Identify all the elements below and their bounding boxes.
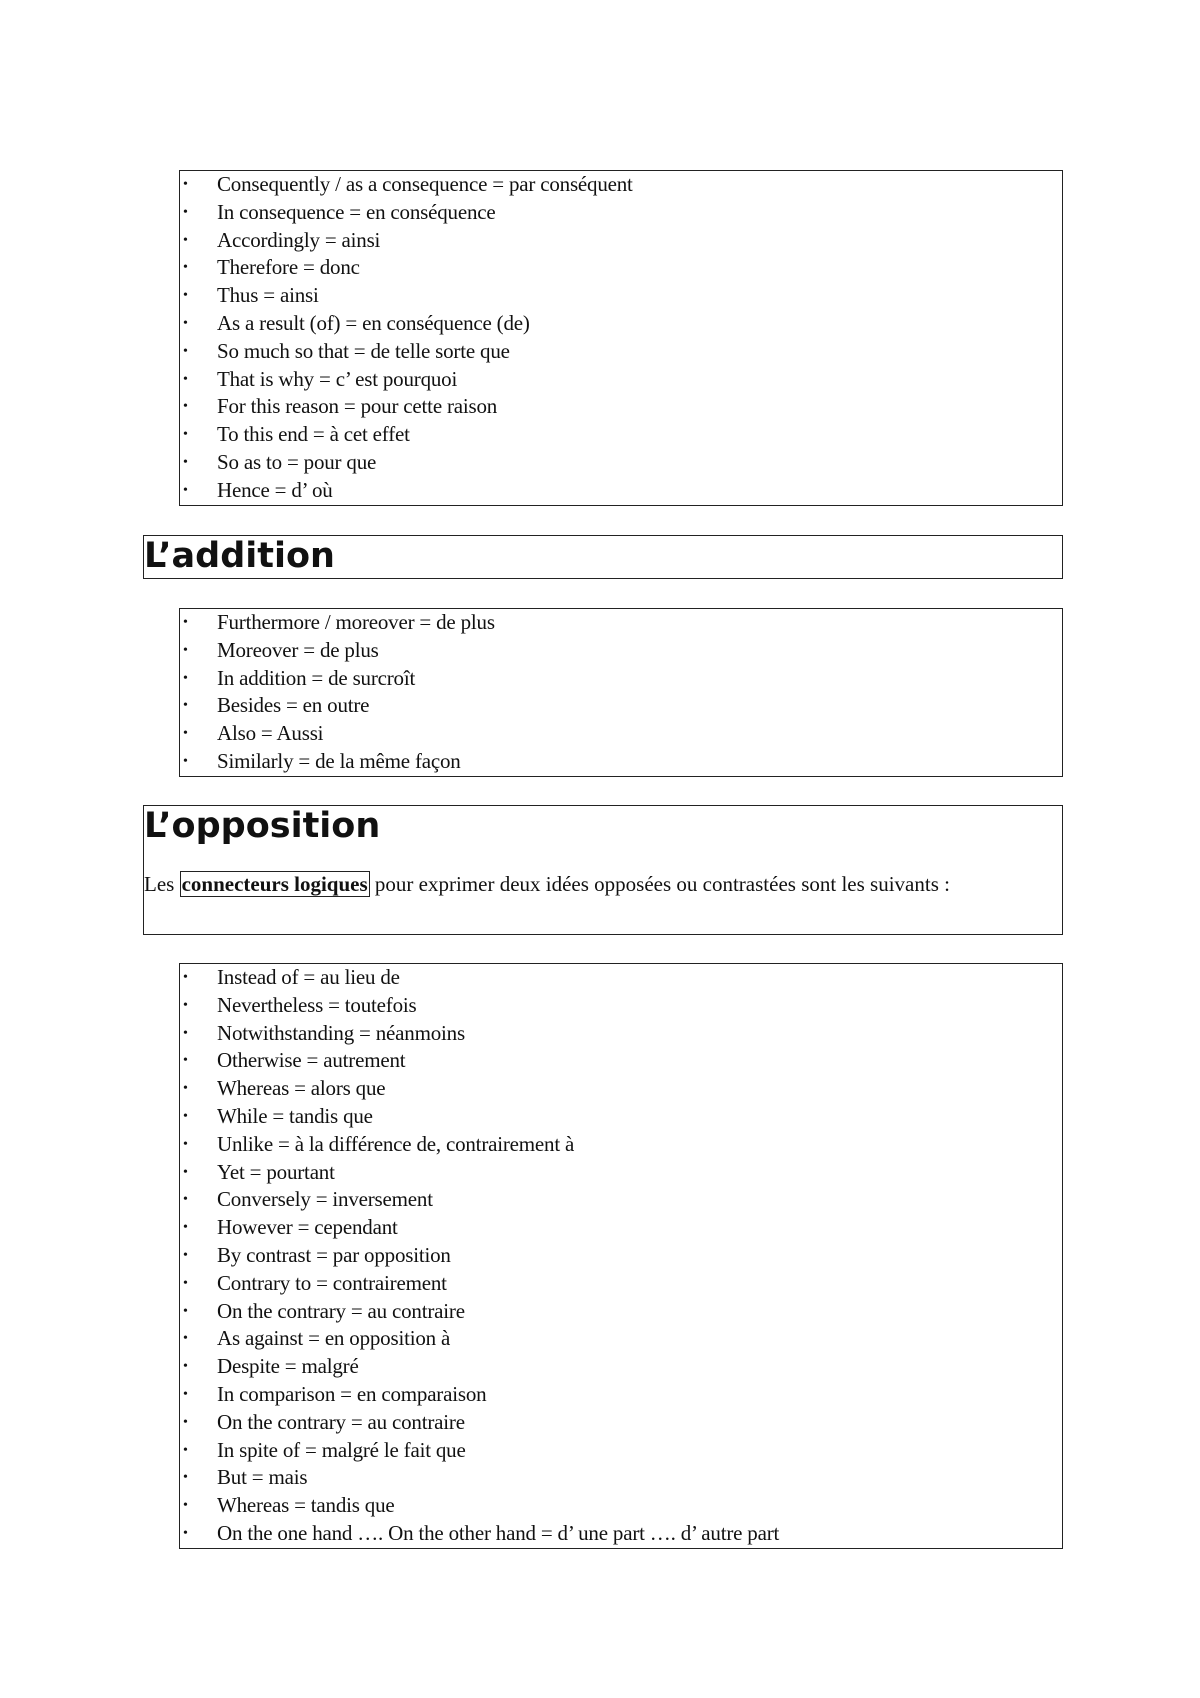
bullet-icon: • [183, 1414, 188, 1430]
bullet-icon: • [183, 726, 188, 742]
bullet-icon: • [183, 1303, 188, 1319]
bullet-icon: • [183, 1192, 188, 1208]
bullet-icon: • [183, 615, 188, 630]
consequence-list [179, 170, 1063, 506]
list-item: • On the contrary = au contraire [180, 1409, 1062, 1437]
keyword-connecteurs-logiques: connecteurs logiques [181, 872, 368, 896]
bullet-icon: • [183, 997, 188, 1013]
list-item: • Furthermore / moreover = de plus [180, 609, 1062, 637]
list-item: • To this end = à cet effet [180, 421, 1062, 449]
bullet-icon: • [183, 1025, 188, 1041]
list-item: • Accordingly = ainsi [180, 227, 1062, 255]
bullet-icon: • [183, 1386, 188, 1402]
list-item: • By contrast = par opposition [180, 1242, 1062, 1270]
list-item: • In comparison = en comparaison [180, 1381, 1062, 1409]
addition-heading-box [143, 535, 1063, 579]
list-item: • Therefore = donc [180, 254, 1062, 282]
section-heading-opposition: L’opposition [144, 806, 381, 846]
list-item: • Whereas = tandis que [180, 1492, 1062, 1520]
bullet-icon: • [183, 343, 188, 359]
list-item: • Hence = d’ où [180, 477, 1062, 505]
list-item: • Also = Aussi [180, 720, 1062, 748]
bullet-icon: • [183, 1247, 188, 1263]
bullet-icon: • [183, 1442, 188, 1458]
bullet-icon: • [183, 399, 188, 415]
bullet-icon: • [183, 970, 188, 985]
bullet-icon: • [183, 1331, 188, 1347]
list-item: • Despite = malgré [180, 1353, 1062, 1381]
list-item: • In spite of = malgré le fait que [180, 1437, 1062, 1465]
bullet-icon: • [183, 1136, 188, 1152]
bullet-icon: • [183, 204, 188, 220]
bullet-icon: • [183, 1275, 188, 1291]
list-item: • In consequence = en conséquence [180, 199, 1062, 227]
bullet-icon: • [183, 232, 188, 248]
list-item: • For this reason = pour cette raison [180, 393, 1062, 421]
list-item: • Contrary to = contrairement [180, 1270, 1062, 1298]
bullet-icon: • [183, 371, 188, 387]
bullet-icon: • [183, 670, 188, 686]
bullet-icon: • [183, 1164, 188, 1180]
addition-list [179, 608, 1063, 777]
list-item: • On the contrary = au contraire [180, 1298, 1062, 1326]
list-item: • That is why = c’ est pourquoi [180, 366, 1062, 394]
opposition-intro: Les connecteurs logiques pour exprimer deux idées opposées ou contrastées sont les suivants : [144, 872, 950, 896]
opposition-heading-box [143, 805, 1063, 935]
bullet-icon: • [183, 1108, 188, 1124]
list-item: • Besides = en outre [180, 692, 1062, 720]
list-item: • Conversely = inversement [180, 1186, 1062, 1214]
list-item: • On the one hand …. On the other hand = d’ une part …. d’ autre part [180, 1520, 1062, 1548]
bullet-icon: • [183, 1525, 188, 1541]
list-item: • Moreover = de plus [180, 637, 1062, 665]
bullet-icon: • [183, 642, 188, 658]
list-item: • Thus = ainsi [180, 282, 1062, 310]
bullet-icon: • [183, 1220, 188, 1236]
bullet-icon: • [183, 177, 188, 192]
bullet-icon: • [183, 1081, 188, 1097]
list-item: • As against = en opposition à [180, 1325, 1062, 1353]
bullet-icon: • [183, 260, 188, 276]
list-item: • So much so that = de telle sorte que [180, 338, 1062, 366]
list-item: • While = tandis que [180, 1103, 1062, 1131]
list-item: • But = mais [180, 1464, 1062, 1492]
list-item: • However = cependant [180, 1214, 1062, 1242]
list-item: • Instead of = au lieu de [180, 964, 1062, 992]
list-item: • Similarly = de la même façon [180, 748, 1062, 776]
bullet-icon: • [183, 482, 188, 498]
bullet-icon: • [183, 753, 188, 769]
bullet-icon: • [183, 698, 188, 714]
section-heading-addition: L’addition [144, 536, 335, 576]
bullet-icon: • [183, 1498, 188, 1514]
bullet-icon: • [183, 1470, 188, 1486]
opposition-list [179, 963, 1063, 1549]
list-item: • Unlike = à la différence de, contrairement à [180, 1131, 1062, 1159]
bullet-icon: • [183, 288, 188, 304]
bullet-icon: • [183, 1053, 188, 1069]
list-item: • Consequently / as a consequence = par conséquent [180, 171, 1062, 199]
list-item: • Nevertheless = toutefois [180, 992, 1062, 1020]
bullet-icon: • [183, 454, 188, 470]
bullet-icon: • [183, 1359, 188, 1375]
list-item: • Otherwise = autrement [180, 1047, 1062, 1075]
list-item: • As a result (of) = en conséquence (de) [180, 310, 1062, 338]
list-item: • Notwithstanding = néanmoins [180, 1020, 1062, 1048]
list-item: • In addition = de surcroît [180, 665, 1062, 693]
bullet-icon: • [183, 427, 188, 443]
list-item: • Yet = pourtant [180, 1159, 1062, 1187]
list-item: • So as to = pour que [180, 449, 1062, 477]
bullet-icon: • [183, 315, 188, 331]
list-item: • Whereas = alors que [180, 1075, 1062, 1103]
